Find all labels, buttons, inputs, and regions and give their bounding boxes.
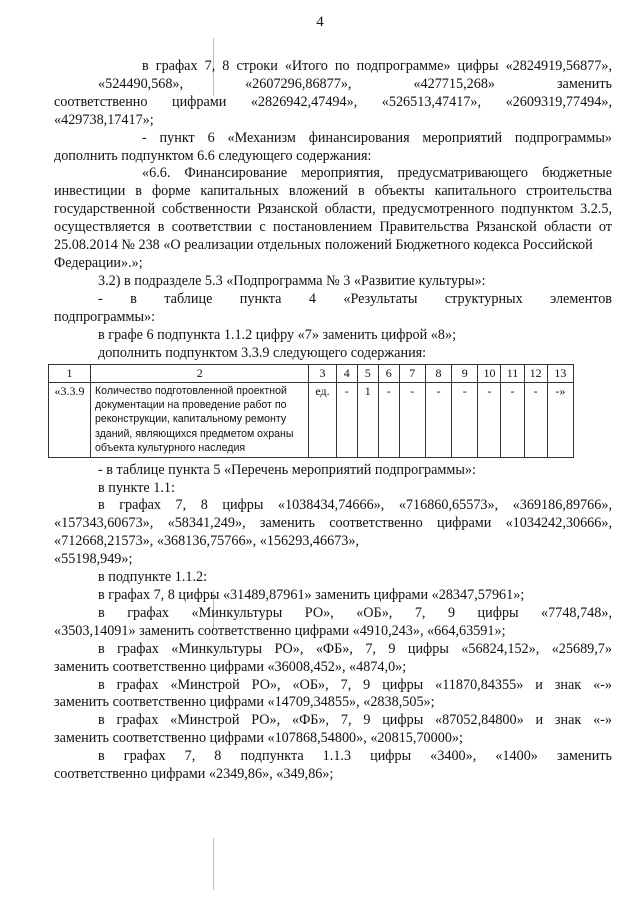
table-header-cell: 12 <box>524 365 547 382</box>
paragraph: «55198,949»; <box>54 551 133 568</box>
table-header-cell: 10 <box>478 365 501 382</box>
paragraph: - в таблице пункта 5 «Перечень мероприятий подпрограммы»: <box>98 461 476 478</box>
table-cell: 1 <box>357 382 378 457</box>
paragraph: заменить соответственно цифрами «14709,34855», «2838,505»; <box>54 694 435 711</box>
document-body <box>54 58 612 784</box>
paragraph: дополнить подпунктом 3.3.9 следующего содержания: <box>98 344 427 361</box>
table-cell: - <box>336 382 357 457</box>
table-header-cell: 6 <box>378 365 399 382</box>
table-cell: - <box>425 382 451 457</box>
paragraph: в графах «Минкультуры РО», «ФБ», 7, 9 цифры «56824,152», «25689,7» <box>98 640 612 657</box>
paragraph: заменить соответственно цифрами «36008,452», «4874,0»; <box>54 658 407 675</box>
table-header-cell: 11 <box>501 365 524 382</box>
paragraph: в графах «Минкультуры РО», «ОБ», 7, 9 цифры «7748,748», <box>98 604 612 621</box>
table-header-cell: 5 <box>357 365 378 382</box>
paragraph: 3.2) в подразделе 5.3 «Подпрограмма № 3 «Развитие культуры»: <box>98 272 486 289</box>
paragraph: в графах 7, 8 цифры «31489,87961» заменить цифрами «28347,57961»; <box>98 586 525 603</box>
table-header-cell: 7 <box>399 365 425 382</box>
table-cell: - <box>478 382 501 457</box>
results-table <box>48 364 574 457</box>
table-cell-description: Количество подготовленной проектной документации на проведение работ по реконструкции, капитальному ремонту зданий, являющихся предметом охраны объекта культурного наследия <box>91 382 309 457</box>
table-header-cell: 13 <box>547 365 573 382</box>
paragraph: - в таблице пункта 4 «Результаты структурных элементов <box>98 290 612 307</box>
table-cell: -» <box>547 382 573 457</box>
paragraph: в пункте 1.1: <box>98 479 175 496</box>
paragraph: в графе 6 подпункта 1.1.2 цифру «7» заменить цифрой «8»; <box>98 326 457 343</box>
table-header-cell: 9 <box>452 365 478 382</box>
table-cell: - <box>501 382 524 457</box>
table-header-cell: 2 <box>91 365 309 382</box>
table-cell: - <box>399 382 425 457</box>
table-header-cell: 4 <box>336 365 357 382</box>
paragraph: в графах 7, 8 цифры «1038434,74666», «716860,65573», «369186,89766», «157343,60673», «58341,249», заменить соответственно цифрами «1034242,30666», «712668,21573», «368136,75766», «156293,46673», <box>54 497 612 550</box>
paragraph: «3503,14091» заменить соответственно цифрами «4910,243», «664,63591»; <box>54 622 506 639</box>
paragraph: в графах «Минстрой РО», «ФБ», 7, 9 цифры «87052,84800» и знак «-» <box>98 712 612 729</box>
paragraph: в графах «Минстрой РО», «ОБ», 7, 9 цифры «11870,84355» и знак «-» <box>98 676 612 693</box>
table-cell: ед. <box>309 382 336 457</box>
page-number: 4 <box>316 14 324 30</box>
paragraph: Федерации».»; <box>54 254 143 271</box>
paragraph: в графах 7, 8 строки «Итого по подпрограмме» цифры «2824919,56877», «524490,568», «2607296,86877», «427715,268» заменить <box>98 58 612 92</box>
table-header-cell: 8 <box>425 365 451 382</box>
paragraph: в подпункте 1.1.2: <box>98 569 208 586</box>
paragraph: подпрограммы»: <box>54 308 156 325</box>
paragraph: в графах 7, 8 подпункта 1.1.3 цифры «3400», «1400» заменить <box>98 748 612 765</box>
table-header-row <box>49 365 574 382</box>
table-header-cell: 3 <box>309 365 336 382</box>
paragraph: - пункт 6 «Механизм финансирования мероприятий подпрограммы» дополнить подпунктом 6.6 следующего содержания: <box>54 129 612 164</box>
table-cell: «3.3.9 <box>49 382 91 457</box>
table-cell: - <box>378 382 399 457</box>
paragraph: заменить соответственно цифрами «107868,54800», «20815,70000»; <box>54 730 463 747</box>
scan-margin-line <box>213 838 214 890</box>
table-cell: - <box>524 382 547 457</box>
table-row <box>49 382 574 457</box>
paragraph: «6.6. Финансирование мероприятия, предусматривающего бюджетные инвестиции в форме капитальных вложений в объекты капитального строительства государственной собственности Рязанской области, предусмотренного подпунктом 3.2.5, осуществляется в соответствии с постановлением Правительства Рязанской области от 25.08.2014 № 238 «О реализации отдельных положений Бюджетного кодекса Российской <box>54 165 612 254</box>
table-header-cell: 1 <box>49 365 91 382</box>
paragraph: соответственно цифрами «2826942,47494», «526513,47417», «2609319,77494», «429738,17417»; <box>54 93 612 128</box>
table-cell: - <box>452 382 478 457</box>
paragraph: соответственно цифрами «2349,86», «349,86»; <box>54 766 334 783</box>
